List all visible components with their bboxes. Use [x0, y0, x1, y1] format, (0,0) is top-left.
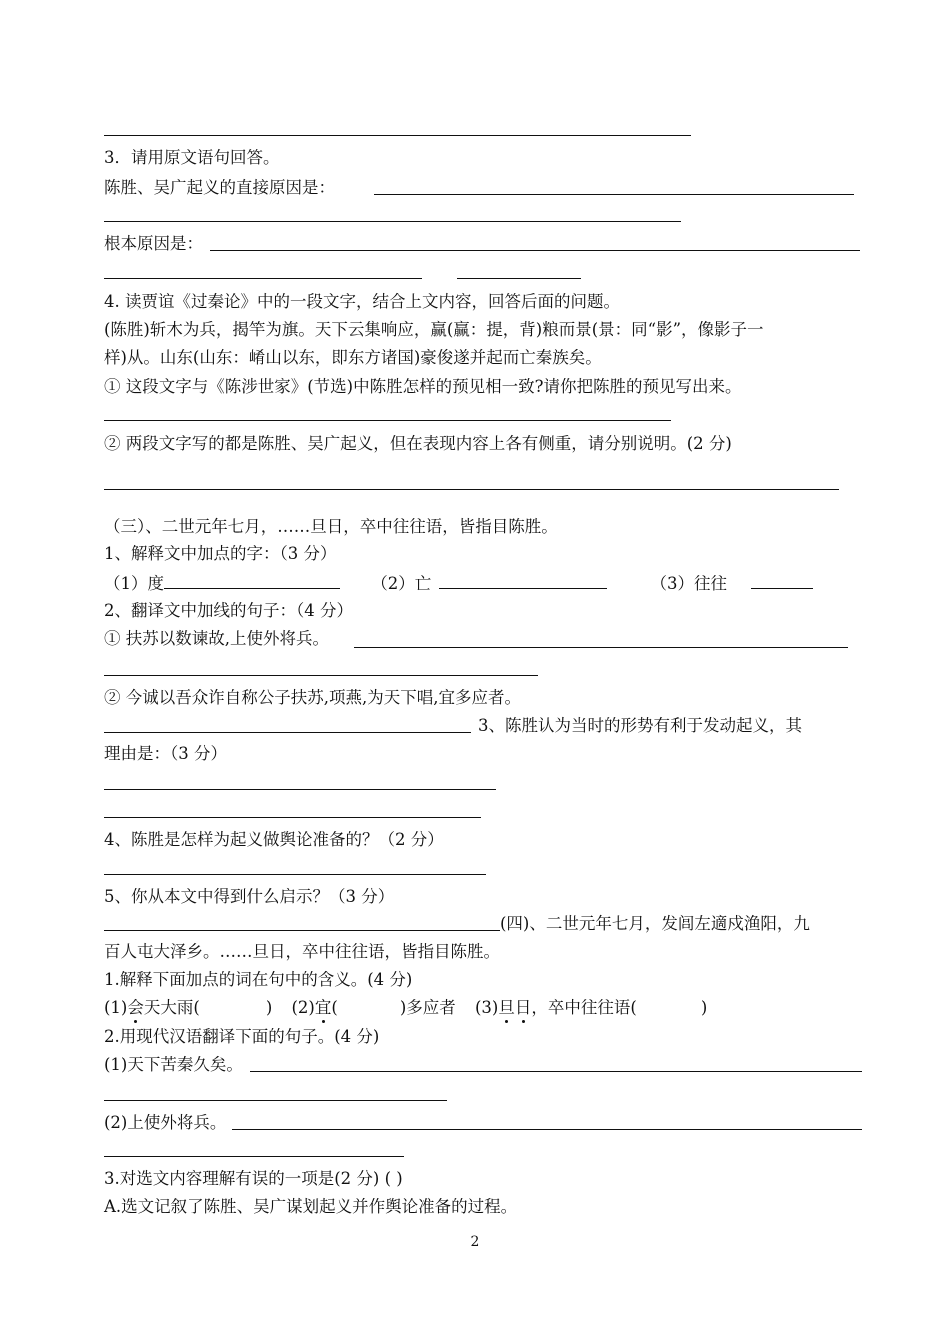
answer-line[interactable]: [374, 194, 854, 195]
item-text: 天大雨(: [143, 998, 200, 1017]
answer-line[interactable]: [104, 1156, 404, 1157]
answer-line[interactable]: [104, 278, 422, 279]
answer-line[interactable]: [104, 1100, 447, 1101]
fill-blank-row: [104, 572, 813, 594]
dotted-char: 日: [514, 998, 532, 1017]
answer-line[interactable]: [104, 489, 839, 490]
question-text: 理由是：（3 分）: [104, 744, 227, 763]
translate-sentence: ① 扶苏以数谏故,上使外将兵。: [104, 629, 329, 648]
item-number: (1): [104, 998, 128, 1017]
blank-label: （1）度: [104, 574, 164, 593]
item-text: )多应者: [399, 998, 456, 1017]
item-text: ，卒中往往语(: [531, 998, 637, 1017]
answer-line[interactable]: [104, 221, 681, 222]
translate-sentence: ② 今诚以吾众诈自称公子扶苏,项燕,为天下唱,宜多应者。: [104, 688, 521, 707]
page-number: 2: [470, 1234, 480, 1250]
dotted-char: 宜: [314, 998, 332, 1017]
answer-blank[interactable]: [751, 572, 813, 589]
section-heading: （三）、二世元年七月，……旦日，卒中往往语，皆指目陈胜。: [104, 517, 558, 536]
sub-question: ② 两段文字写的都是陈胜、吴广起义，但在表现内容上各有侧重，请分别说明。(2 分): [104, 434, 732, 453]
question-title: 4. 读贾谊《过秦论》中的一段文字，结合上文内容，回答后面的问题。: [104, 292, 620, 311]
translate-sentence: (1)天下苦秦久矣。: [104, 1055, 243, 1074]
item-text: ): [265, 998, 273, 1017]
dotted-char: 旦: [498, 998, 515, 1017]
answer-line[interactable]: [232, 1129, 862, 1130]
section-heading: (四)、二世元年七月，发闾左適戍渔阳，九: [500, 914, 810, 933]
answer-line[interactable]: [104, 789, 496, 790]
answer-line[interactable]: [354, 647, 848, 648]
answer-line[interactable]: [457, 278, 581, 279]
answer-line[interactable]: [104, 135, 691, 136]
fill-blank-row: [104, 998, 707, 1018]
question-title: 3.对选文内容理解有误的一项是(2 分) ( ): [104, 1169, 403, 1188]
question-title: 3．请用原文语句回答。: [104, 148, 280, 167]
passage-text: (陈胜)斩木为兵，揭竿为旗。天下云集响应，赢(赢：提，背)粮而景(景：同“影”，像影子一: [104, 320, 764, 339]
question-title: 1、解释文中加点的字：（3 分）: [104, 544, 337, 563]
section-heading: 百人屯大泽乡。……旦日，卒中往往语，皆指目陈胜。: [104, 942, 500, 961]
answer-line[interactable]: [104, 675, 538, 676]
answer-line[interactable]: [250, 1071, 862, 1072]
direct-cause-label: 陈胜、吴广起义的直接原因是：: [104, 178, 335, 197]
question-title: 2.用现代汉语翻译下面的句子。(4 分): [104, 1027, 380, 1046]
answer-line[interactable]: [104, 874, 486, 875]
blank-label: （3）往往: [650, 574, 727, 593]
answer-blank[interactable]: [439, 572, 607, 589]
question-title: 1.解释下面加点的词在句中的含义。(4 分): [104, 970, 413, 989]
item-text: ): [700, 998, 708, 1017]
blank-label: （2）亡: [371, 574, 432, 593]
answer-line[interactable]: [104, 420, 671, 421]
answer-line[interactable]: [210, 250, 860, 251]
answer-blank[interactable]: [164, 572, 340, 589]
question-text: 3、陈胜认为当时的形势有利于发动起义，其: [478, 716, 802, 735]
option-a: A.选文记叙了陈胜、吴广谋划起义并作舆论准备的过程。: [104, 1197, 518, 1216]
question-title: 4、陈胜是怎样为起义做舆论准备的？（2 分）: [104, 830, 444, 849]
answer-line[interactable]: [104, 732, 471, 733]
sub-question: ① 这段文字与《陈涉世家》(节选)中陈胜怎样的预见相一致?请你把陈胜的预见写出来。: [104, 377, 742, 396]
item-number: (2): [291, 998, 315, 1017]
root-cause-label: 根本原因是：: [104, 234, 203, 253]
dotted-char: 会: [127, 998, 144, 1017]
passage-text: 样)从。山东(山东：崤山以东，即东方诸国)豪俊遂并起而亡秦族矣。: [104, 348, 602, 367]
question-title: 5、你从本文中得到什么启示？（3 分）: [104, 887, 395, 906]
translate-sentence: (2)上使外将兵。: [104, 1113, 227, 1132]
item-number: (3): [475, 998, 499, 1017]
question-title: 2、翻译文中加线的句子：（4 分）: [104, 601, 353, 620]
item-text: (: [331, 998, 338, 1017]
answer-line[interactable]: [104, 930, 500, 931]
answer-line[interactable]: [104, 817, 481, 818]
